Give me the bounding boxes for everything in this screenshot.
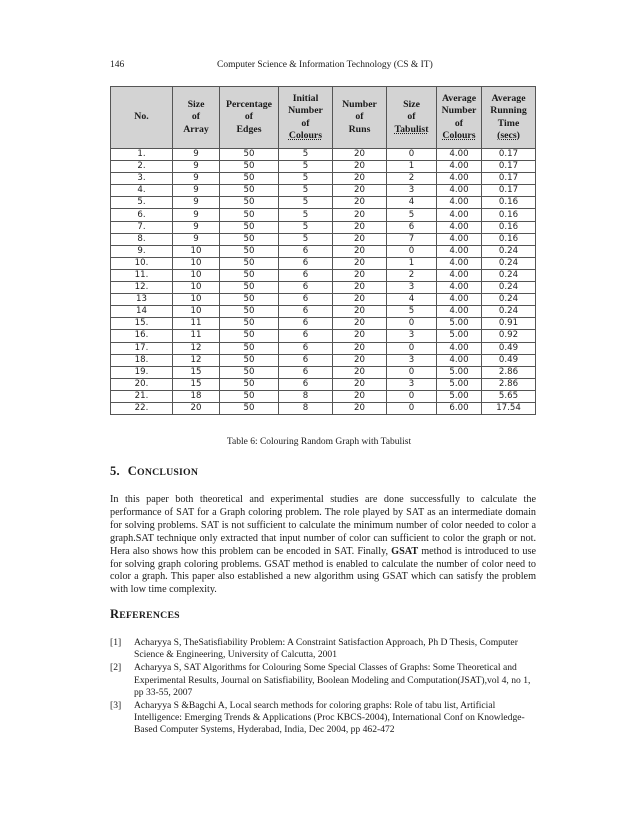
table-cell: 0.17	[482, 149, 536, 161]
column-header	[220, 87, 279, 149]
table-row	[111, 306, 536, 318]
table-cell: 4.00	[437, 354, 482, 366]
table-cell: 8	[279, 402, 333, 414]
table-cell: 13	[111, 294, 173, 306]
table-row	[111, 342, 536, 354]
table-cell: 0.24	[482, 257, 536, 269]
table-cell: 50	[220, 149, 279, 161]
table-cell: 50	[220, 233, 279, 245]
reference-text: Acharyya S, TheSatisfiability Problem: A Constraint Satisfaction Approach, Ph D Thesis, Computer Science & Engineering, University of Calcutta, 2001	[134, 637, 518, 661]
table-cell: 6	[279, 342, 333, 354]
table-cell: 20	[333, 306, 387, 318]
table-cell: 4.00	[437, 306, 482, 318]
table-cell: 0.16	[482, 209, 536, 221]
table-cell: 5	[279, 221, 333, 233]
table-body	[111, 149, 536, 415]
column-header-line: Percentage	[225, 99, 273, 111]
table-caption: Table 6: Colouring Random Graph with Tabulist	[226, 437, 412, 447]
table-row	[111, 173, 536, 185]
table-cell: 0.17	[482, 161, 536, 173]
table-cell: 50	[220, 282, 279, 294]
table-cell: 50	[220, 306, 279, 318]
table-cell: 10	[173, 306, 220, 318]
table-row	[111, 149, 536, 161]
table-cell: 4.00	[437, 245, 482, 257]
references-heading	[110, 607, 180, 622]
conclusion-text-1: In this paper both theoretical and experimental studies are done successfully to calculate the performance of SAT for a Graph coloring problem. The role played by SAT as an intermediate domain for solving problems. SAT is not sufficient to calculate the minimum number of color needed to color a graph.SAT technique only extracted that input number of color can sufficient to color the graph or not. Hera also shows how this problem can be encoded in SAT. Finally,	[110, 494, 536, 557]
table-cell: 3	[387, 378, 437, 390]
table-cell: 0.24	[482, 306, 536, 318]
table-row	[111, 161, 536, 173]
table-cell: 6	[279, 366, 333, 378]
table-cell: 5.65	[482, 390, 536, 402]
table-cell: 0	[387, 366, 437, 378]
table-cell: 0.24	[482, 294, 536, 306]
table-cell: 9	[173, 233, 220, 245]
table-cell: 7	[387, 233, 437, 245]
table-cell: 0.16	[482, 233, 536, 245]
table-cell: 9	[173, 221, 220, 233]
table-cell: 0.24	[482, 245, 536, 257]
table-cell: 1	[387, 257, 437, 269]
table-cell: 3	[387, 354, 437, 366]
table-cell: 9.	[111, 245, 173, 257]
table-cell: 20	[333, 366, 387, 378]
column-header-line: Array	[183, 123, 209, 135]
table-cell: 0.92	[482, 330, 536, 342]
results-table	[110, 86, 536, 415]
table-cell: 0.17	[482, 173, 536, 185]
column-header-line: Number	[441, 105, 477, 117]
column-header-line: (secs)	[497, 129, 520, 141]
column-header-line: Number	[288, 105, 323, 117]
heading-rest: ONCLUSION	[137, 467, 199, 478]
table-row	[111, 330, 536, 342]
column-header-line: of	[244, 111, 254, 123]
column-header	[111, 87, 173, 149]
column-header	[279, 87, 333, 149]
table-cell: 5.	[111, 197, 173, 209]
column-header-line: Size	[187, 99, 205, 111]
reference-number: [2]	[110, 662, 122, 674]
table-row	[111, 197, 536, 209]
column-header-line: of	[301, 117, 310, 129]
column-header	[387, 87, 437, 149]
table-cell: 5	[279, 149, 333, 161]
table-cell: 20	[333, 402, 387, 414]
table-cell: 4.	[111, 185, 173, 197]
table-cell: 20	[333, 342, 387, 354]
table-row	[111, 366, 536, 378]
conclusion-heading	[110, 464, 198, 479]
table-cell: 3	[387, 282, 437, 294]
table-cell: 6	[279, 306, 333, 318]
table-cell: 50	[220, 245, 279, 257]
table-cell: 20	[333, 233, 387, 245]
table-cell: 3	[387, 330, 437, 342]
column-header	[482, 87, 536, 149]
table-cell: 50	[220, 330, 279, 342]
table-cell: 20	[333, 318, 387, 330]
table-cell: 4.00	[437, 342, 482, 354]
table-cell: 6	[279, 378, 333, 390]
column-header-line: Edges	[236, 123, 262, 135]
table-cell: 20	[333, 245, 387, 257]
table-cell: 7.	[111, 221, 173, 233]
table-cell: 20	[333, 390, 387, 402]
table-cell: 17.54	[482, 402, 536, 414]
table-cell: 10.	[111, 257, 173, 269]
table-cell: 5.00	[437, 378, 482, 390]
table-cell: 50	[220, 378, 279, 390]
table-cell: 4.00	[437, 149, 482, 161]
table-cell: 50	[220, 173, 279, 185]
table-cell: 0	[387, 245, 437, 257]
table-cell: 50	[220, 269, 279, 281]
heading-initial: C	[127, 464, 138, 478]
table-cell: 6	[279, 257, 333, 269]
table-cell: 19.	[111, 366, 173, 378]
table-cell: 0.16	[482, 221, 536, 233]
table-cell: 4.00	[437, 233, 482, 245]
table-row	[111, 245, 536, 257]
table-cell: 20	[333, 257, 387, 269]
table-cell: 9	[173, 209, 220, 221]
table-cell: 3	[387, 185, 437, 197]
table-cell: 4.00	[437, 185, 482, 197]
table-cell: 0	[387, 390, 437, 402]
table-cell: 0.49	[482, 342, 536, 354]
table-cell: 0.24	[482, 269, 536, 281]
table-cell: 11	[173, 330, 220, 342]
table-cell: 20	[333, 330, 387, 342]
table-cell: 5	[279, 173, 333, 185]
table-row	[111, 233, 536, 245]
table-cell: 0	[387, 149, 437, 161]
reference-item	[110, 662, 536, 699]
reference-text: Acharyya S &Bagchi A, Local search methods for coloring graphs: Role of tabu list, Artificial Intelligence: Emerging Trends & Applications (Proc KBCS-2004), International Conf on Knowledge-Based Computer Systems, Hyderabad, India, Dec 2004, pp 462-472	[134, 700, 525, 736]
table-cell: 6.00	[437, 402, 482, 414]
table-row	[111, 402, 536, 414]
table-cell: 14	[111, 306, 173, 318]
table-cell: 4.00	[437, 257, 482, 269]
column-header-line: of	[355, 111, 364, 123]
table-cell: 50	[220, 342, 279, 354]
table-cell: 0	[387, 342, 437, 354]
table-cell: 4.00	[437, 282, 482, 294]
table-cell: 50	[220, 257, 279, 269]
table-cell: 2.	[111, 161, 173, 173]
table-cell: 50	[220, 209, 279, 221]
table-header-row	[111, 87, 536, 149]
table-cell: 6	[279, 294, 333, 306]
table-cell: 0	[387, 402, 437, 414]
table-cell: 50	[220, 185, 279, 197]
column-header-line: Average	[491, 93, 526, 105]
table-cell: 20	[333, 282, 387, 294]
table-cell: 4.00	[437, 173, 482, 185]
table-cell: 4.00	[437, 221, 482, 233]
running-title: Computer Science & Information Technology (CS & IT)	[217, 60, 433, 70]
table-cell: 5	[387, 209, 437, 221]
table-cell: 3.	[111, 173, 173, 185]
table-cell: 20	[333, 197, 387, 209]
table-cell: 20	[333, 378, 387, 390]
table-cell: 9	[173, 149, 220, 161]
table-cell: 20	[333, 149, 387, 161]
table-row	[111, 185, 536, 197]
table-row	[111, 269, 536, 281]
table-cell: 20.	[111, 378, 173, 390]
table-row	[111, 282, 536, 294]
table-cell: 50	[220, 354, 279, 366]
table-cell: 5	[279, 161, 333, 173]
table-cell: 16.	[111, 330, 173, 342]
reference-number: [3]	[110, 700, 122, 712]
table-cell: 20	[333, 354, 387, 366]
table-cell: 20	[173, 402, 220, 414]
table-row	[111, 294, 536, 306]
table-cell: 0.16	[482, 197, 536, 209]
reference-item	[110, 700, 536, 737]
table-cell: 6	[387, 221, 437, 233]
section-number: 5.	[110, 464, 120, 478]
table-cell: 6	[279, 245, 333, 257]
table-cell: 2.86	[482, 366, 536, 378]
page-number: 146	[110, 60, 125, 70]
table-cell: 20	[333, 221, 387, 233]
column-header-line: of	[454, 117, 464, 129]
table-cell: 12	[173, 342, 220, 354]
table-cell: 20	[333, 161, 387, 173]
table-row	[111, 354, 536, 366]
table-cell: 4	[387, 197, 437, 209]
table-cell: 21.	[111, 390, 173, 402]
column-header-line: Time	[497, 117, 520, 129]
column-header-line: Size	[403, 99, 420, 111]
column-header	[437, 87, 482, 149]
table-cell: 2	[387, 173, 437, 185]
table-cell: 18.	[111, 354, 173, 366]
table-cell: 11	[173, 318, 220, 330]
column-header-line: Number	[342, 99, 377, 111]
table-cell: 11.	[111, 269, 173, 281]
conclusion-text-2: method is introduced to use for solving graph coloring problems. GSAT method is enabled to calculate the number of color need to color a graph. This paper also established a new algorithm using GSAT which can satisfy the problem with low time complexity.	[110, 545, 536, 596]
table-cell: 20	[333, 269, 387, 281]
table-cell: 10	[173, 269, 220, 281]
reference-number: [1]	[110, 637, 122, 648]
table-cell: 1.	[111, 149, 173, 161]
table-cell: 50	[220, 402, 279, 414]
table-cell: 22.	[111, 402, 173, 414]
heading-initial: R	[110, 607, 120, 621]
column-header-line: Average	[441, 93, 477, 105]
table-cell: 20	[333, 185, 387, 197]
column-header	[173, 87, 220, 149]
column-header	[333, 87, 387, 149]
table-cell: 0.91	[482, 318, 536, 330]
table-cell: 5.00	[437, 390, 482, 402]
column-header-line: Running	[490, 105, 527, 117]
table-cell: 4.00	[437, 294, 482, 306]
column-header-line: No.	[134, 111, 149, 123]
column-header-line: Runs	[348, 123, 371, 135]
table-cell: 50	[220, 294, 279, 306]
table-cell: 8	[279, 390, 333, 402]
table-cell: 0.24	[482, 282, 536, 294]
table-cell: 1	[387, 161, 437, 173]
table-cell: 6	[279, 282, 333, 294]
table-cell: 15	[173, 366, 220, 378]
table-cell: 9	[173, 197, 220, 209]
table-row	[111, 209, 536, 221]
references-list	[110, 637, 536, 738]
table-cell: 4.00	[437, 209, 482, 221]
table-cell: 15.	[111, 318, 173, 330]
table-cell: 5	[279, 233, 333, 245]
table-cell: 0.49	[482, 354, 536, 366]
table-cell: 2	[387, 269, 437, 281]
table-cell: 10	[173, 282, 220, 294]
table-row	[111, 221, 536, 233]
table-cell: 5	[279, 185, 333, 197]
table-cell: 10	[173, 294, 220, 306]
table-cell: 4.00	[437, 161, 482, 173]
column-header-line: of	[191, 111, 201, 123]
conclusion-text-bold: GSAT	[391, 545, 419, 557]
column-header-line: Colours	[442, 129, 476, 141]
reference-item	[110, 637, 536, 661]
table-cell: 10	[173, 245, 220, 257]
conclusion-paragraph	[110, 494, 536, 597]
table-cell: 9	[173, 161, 220, 173]
table-cell: 20	[333, 294, 387, 306]
table-cell: 6	[279, 269, 333, 281]
table-cell: 50	[220, 161, 279, 173]
table-cell: 10	[173, 257, 220, 269]
column-header-line: Tabulist	[394, 123, 429, 135]
table-cell: 5.00	[437, 366, 482, 378]
column-header-line: Colours	[288, 129, 323, 141]
table-cell: 2.86	[482, 378, 536, 390]
table-cell: 4.00	[437, 197, 482, 209]
table-cell: 20	[333, 209, 387, 221]
heading-rest: EFERENCES	[119, 610, 180, 621]
table-row	[111, 378, 536, 390]
table-cell: 12	[173, 354, 220, 366]
table-cell: 9	[173, 173, 220, 185]
column-header-line: Initial	[292, 93, 319, 105]
table-cell: 6	[279, 354, 333, 366]
table-cell: 5	[387, 306, 437, 318]
table-cell: 4.00	[437, 269, 482, 281]
table-cell: 5.00	[437, 318, 482, 330]
table-cell: 5	[279, 197, 333, 209]
reference-text: Acharyya S, SAT Algorithms for Colouring Some Special Classes of Graphs: Some Theoretical and Experimental Results, Journal on Satisfiability, Boolean Modeling and Computation(JSAT),vol 4, no 1, pp 33-55, 2007	[134, 662, 531, 698]
table-cell: 0.17	[482, 185, 536, 197]
table-cell: 9	[173, 185, 220, 197]
table-cell: 17.	[111, 342, 173, 354]
table-cell: 50	[220, 390, 279, 402]
table-cell: 20	[333, 173, 387, 185]
table-cell: 0	[387, 318, 437, 330]
table-cell: 4	[387, 294, 437, 306]
table-row	[111, 318, 536, 330]
table-cell: 50	[220, 197, 279, 209]
table-row	[111, 257, 536, 269]
table-row	[111, 390, 536, 402]
table-cell: 6	[279, 318, 333, 330]
table-cell: 50	[220, 366, 279, 378]
table-cell: 12.	[111, 282, 173, 294]
column-header-line: of	[407, 111, 416, 123]
table-cell: 6.	[111, 209, 173, 221]
table-cell: 50	[220, 221, 279, 233]
table-cell: 15	[173, 378, 220, 390]
table-cell: 50	[220, 318, 279, 330]
table-cell: 6	[279, 330, 333, 342]
table-cell: 5	[279, 209, 333, 221]
table-cell: 5.00	[437, 330, 482, 342]
table-cell: 8.	[111, 233, 173, 245]
table-cell: 18	[173, 390, 220, 402]
